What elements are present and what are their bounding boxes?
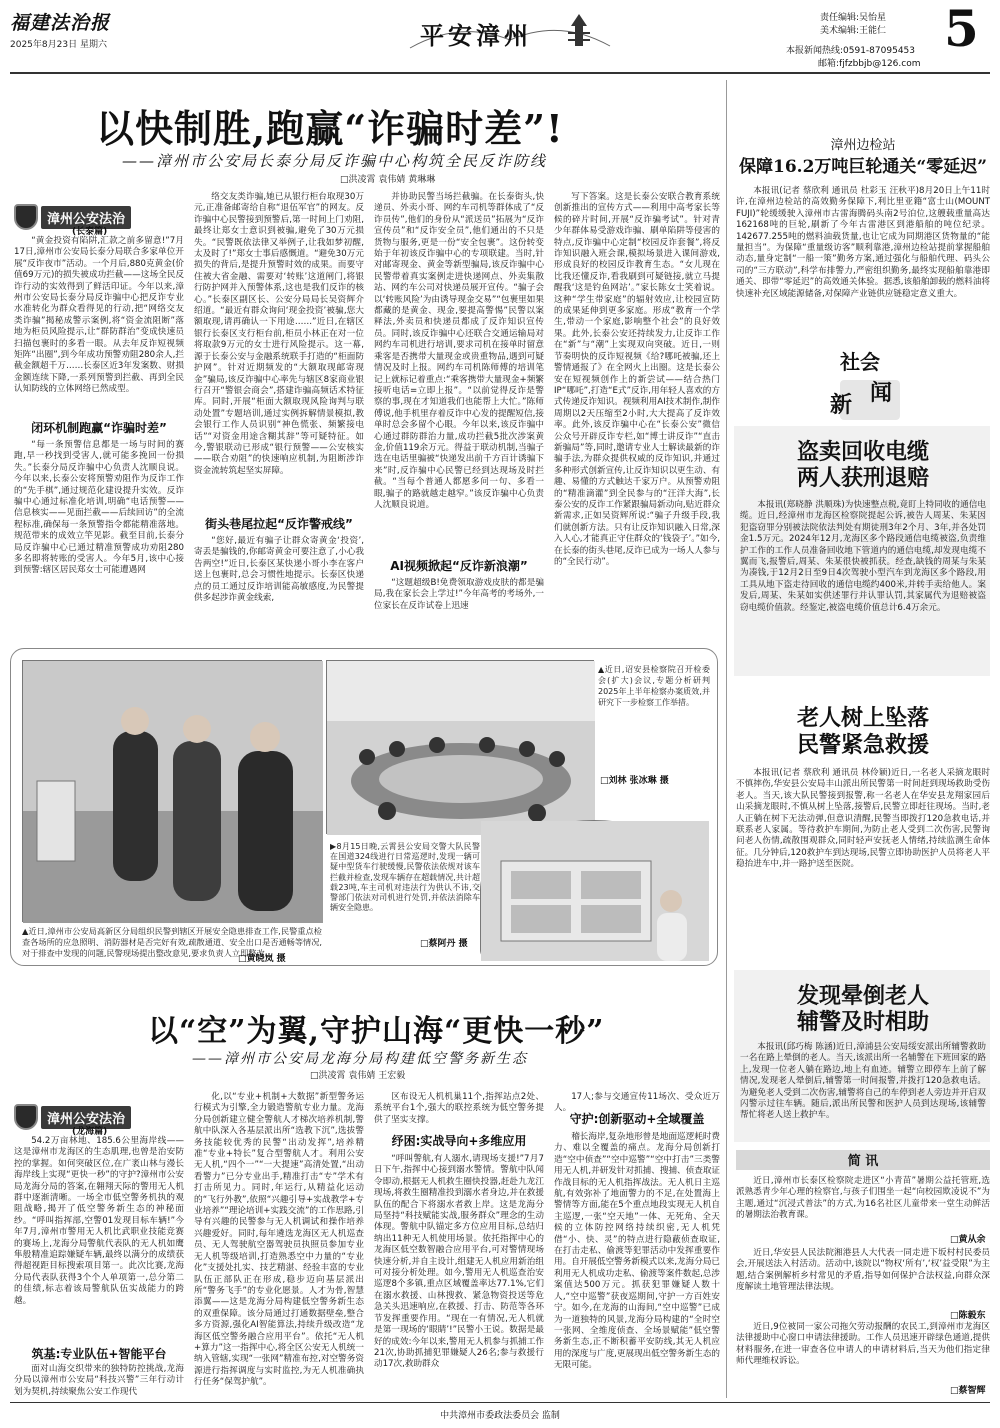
column-divider bbox=[726, 80, 727, 1398]
brief-item-1: 近日,漳州市长泰区检察院走进区“小青苗”暑期公益托管班,选派熟悉青少年心理的检察官,与孩子们围坐一起“向校园欺凌说不”为主题,通过“沉浸式普法”的方式,为16名社区儿童带来一堂生动鲜活的暑期法治教育课。 bbox=[736, 1176, 990, 1221]
article1-subhead-2: 街头巷尾拉起“反诈警戒线” bbox=[205, 517, 353, 531]
brief-item-2-author: □陈毅东 bbox=[950, 1311, 986, 1321]
article1-column-1: “黄金投资有陷阱,汇款之前多留意!”7月17日,漳州市公安局长泰分局联合多家单位开展“反诈夜市”活动。一个月后,880克黄金(价值69万元)的损失被成功拦截——这场全民反诈行动的实效得到了鲜活印证。今年以来,漳州市公安局长泰分局反诈骗中心把反诈专业水准转化为群众看得见的行动,把“网络交友类诈骗”揭秘成警示案例,将“资金流阻断”落地为柜员风险提示,让“群防群治”变成快速员扫描包裹时的多看一眼。从去年反诈短视频矩阵“出圈”,到今年成功预警劝阻280余人,拦截金额超千万……长泰区近3年发案数、财损金额连续下降,一系列预警到拦截、再到全民认知防线的立体网络已然成型。 bbox=[14, 236, 184, 395]
art-editor-credit: 美术编辑:王能仁 bbox=[820, 26, 887, 36]
article2-subhead-3: 守护:创新驱动+全域覆盖 bbox=[569, 1112, 705, 1126]
side2-body: 本报讯(郑晓静 洪顺珠)为快速整点税,竟盯上特同收的通信电缆。近日,经漳州市龙海区检察院提起公诉,被告人周某、朱某因犯盗窃罪分别被法院依法判处有期徒刑3年2个月、3年,并各处罚金1.5万元。2024年12月,龙海区多个路段通信电缆被盗,负责维护工作的工作人员准备回收地下管道内的通信电缆,却发现电缆不翼而飞,报警后,周某、朱某很快被抓获。经查,缺钱的周某与朱某为凑钱,于12月2日至9日4次驾驶小型汽车到龙海区多个路段,用工具从地下盗走待回收的通信电缆约400米,并转手卖给他人。案发后,周某、朱某如实供述罪行并认罪认罚,其家属代为退赔被盗窃电缆价值款。经鉴定,被盗电缆价值总计6.4万余元。 bbox=[740, 500, 986, 613]
article1-subhead-1: 闭环机制跑赢“诈骗时差” bbox=[31, 421, 167, 435]
photo-inspection-illustration bbox=[23, 661, 323, 923]
footer-rule bbox=[10, 1402, 990, 1403]
brief-header bbox=[736, 1150, 990, 1170]
article1-column-4: 写下答案。这是长泰公安联合教育系统创新推出的宣传方式——利用中高考家长等候的碎片时间,开展“反诈骗考试”。针对青少年群体易受游戏诈骗、刷单陷阱等侵害的特点,反诈骗中心定制“校园反诈套餐”,将反诈知识融入班会课,模拟场景进入课间游戏,形成良好的校园反诈教育生态。“女儿现在比我还懂反诈,看我刷到可疑链接,就立马提醒我‘这是钓鱼网站’。”家长陈女士笑着说。这种“学生带家庭”的辐射效应,让校园宣防的成果延伸到更多家庭。形成“教育一个学生,带动一个家庭,影响整个社会”的良好效果。此外,长泰公安还持续发力,让反诈工作在“新”与“潮”上实现双向突破。近日,一则节奏明快的反诈短视频《给?哪吒被骗,还上警情通报了》在全网火上出圈。这是长泰公安在短视频创作上的新尝试——结合热门IP“哪吒”,打造“E式”反诈,用年轻人喜欢的方式传递反诈知识。视频利用AI技术制作,制作周期以2天压缩至2小时,大大提高了反诈效率。此外,该反诈骗中心在“长泰公安”微信公众号开辟反诈专栏,如“博士讲反诈”“直击新骗局”等,同时,邀请专业人士解读最新的诈骗手法,为群众提供权威的反诈知识,并通过多种形式创新宣传,让反诈知识以更生动、有趣、易懂的方式触达千家万户。从预警劝阻的“精准滴灌”到全民参与的“汪洋大海”,长泰公安的反诈工作紧跟骗局新动向,贴近群众新需求,正如吴资辉所说:“骗子升级手段,我们就创新方法。只有让反诈知识融入日常,深入人心,才能真正守住群众的‘钱袋子’。”如今,在长泰的街头巷尾,反诈已成为一场人人参与的“全民行动”。 bbox=[554, 192, 721, 567]
side4-title-1: 发现晕倒老人 bbox=[796, 983, 929, 1009]
badge-sub: (长泰篇) bbox=[72, 227, 108, 237]
side3-title-1: 老人树上坠落 bbox=[796, 705, 929, 731]
section-title: 平安漳州 bbox=[420, 21, 532, 50]
photo-truck-illustration bbox=[481, 821, 709, 961]
article2-subtitle: ——漳州市公安局龙海分局构建低空警务新生态 bbox=[192, 1051, 528, 1067]
photo-inspection-credit: □黄晓岚 摄 bbox=[238, 954, 286, 964]
article2-title: 以“空”为翼,守护山海“更快一秒” bbox=[148, 1014, 605, 1049]
article1-column-2: 络交友类诈骗,她已从银行柜台取现30万元,正准备邮寄给自称“退伍军官”的网友。反诈骗中心民警接到预警后,第一时间上门劝阻,最终让郑女士意识到被骗,避免了30万元损失。“民警既依法律又举例子,让我如梦初醒,太及时了!”郑女士事后感慨道。“避免30万元损失的背后,是提升预警时效的成果。而要守住被大省金融、需要对‘转账’这道闸门,将银行防护网并入预警体系,这也是我们反诈的核心。”长泰区副区长、公安分局局长吴资辉介绍道。“最近有群众询问‘现金投资’被骗,您大额取现,请再确认一下用途……”近日,在辖区银行长泰区支行柜台前,柜员小林正在对一位将取款9万元的女士进行风险提示。这一幕,源于长泰公安与金融系统联手打造的“柜面防护网”。针对近期频发的“大额取现邮寄现金”骗局,该反诈骗中心率先与辖区8家商业银行召开“警银会商会”,搭建诈骗高频话术特征库。同时,开展“柜面大额取现风险询判与联动处置”专题培训,通过实例拆解情景模拟,教会银行工作人员识别“神色慌张、频繁接电话”“对资金用途含糊其辞”等可疑特征。如今,警银联动已形成“银行预警——公安核实——联合劝阻”的快速响应机制,为阻断涉诈资金流转筑起坚实屏障。 bbox=[194, 192, 364, 476]
issue-date: 2025年8月23日 星期六 bbox=[10, 40, 107, 50]
social-news-tag bbox=[800, 346, 940, 426]
photo-inspection bbox=[22, 660, 322, 922]
photo-meeting bbox=[326, 660, 594, 834]
article2-column-3b: “呼叫警航,有人溺水,请现场支援!”7月7日下午,指挥中心接到溺水警情。警航中队闻令即动,根据无人机救生圈快投器,赶赴九龙江现场,将救生圈精准投到溺水者身边,并在救援队伍的配合下将溺水者救上岸。这是龙海分局坚持“科技赋能实战,服务群众”理念的生动体现。警航中队锚定多方位应用目标,总结归纳出11种无人机使用场景。依托指挥中心的龙海区低空数智融合应用平台,可对警情现场快速分析,并自主设计,组建无人机应用新治组可对接分析处理。如今,警用无人机巡查治安巡逻8个多镇,重点区域覆盖率达77.1%,它们在溺水救援、山林搜救、紧急物资投送等危急关头迅速响应,在救援、打击、防范等各环节发挥重要作用。“现在一有情况,无人机就是第一现场的‘眼睛’!”民警小王说。数据是最好的成效:今年以来,警用无人机参与抓捕工作21次,协助抓捕犯罪嫌疑人26名;参与救援行动17次,救助群众 bbox=[374, 1154, 544, 1370]
photo-truck bbox=[480, 820, 708, 960]
badge-label: 漳州公安法治 bbox=[41, 1106, 131, 1129]
police-shield-icon bbox=[14, 1104, 38, 1130]
side3-title-2: 民警紧急救援 bbox=[796, 732, 929, 758]
masthead-rule bbox=[10, 72, 990, 74]
article1-subtitle: ——漳州市公安局长泰分局反诈骗中心构筑全民反诈防线 bbox=[122, 152, 548, 170]
email: 邮箱:fjfzbbjb@126.com bbox=[818, 59, 921, 69]
social-tag-line2b: 闻 bbox=[870, 380, 893, 406]
article2-column-2: 化,以“专业+机制+大数据”新型警务运行模式为引擎,全力锻造警航专业力量。龙海分局创新建立健全警航人才梯次培养机制,警航中队深入各基层派出所“选教下沉”,选拔警务技能较优秀的民警“出动发挥”,培养精准“专业+特长”复合型警航人才。利用公安无人机,“四个一”“一大提速”高清处置,“出动看警力”已分专业出手,精准打击“专”学术有打击所见力。同时,年运行,从精益化运动的“飞行外教”,依照“兴趣引导+实战教学+专业培养”“理论培训+实践交流”的工作思路,引导有兴趣的民警参与无人机调试和操作培养兴趣爱好。同时,每年遴选龙海区无人机巡查员、无人驾驶航空器驾驶员执照员参加专业无人机等级培训,打造熟悉空中力量的“专业化”支援处扎实、技艺精湛、经验丰富的专业队伍正部队正在形成,稳步迈向基层派出所“警务飞手”的专业化愿景。人才为骨,智慧添翼——这是龙海分局构建低空警务新生态的双重保障。该分局通过打通数据壁垒,整合多方资源,强化AI智能算法,持续升级改造“龙海区低空警务融合应用平台”。依托“无人机+算力”这一指挥中心,将全区公安无人机统一纳入管辖,实现“一张网”精准布控,对空警务资源进行指挥调度与实时监控,为无人机准确执行任务“保驾护航”。 bbox=[194, 1092, 364, 1388]
article1-column-3: 并协助民警当场拦截骗。在长泰街头,快递员、外卖小哥、网约车司机等群体成了“反诈员传”,他们的身份从“派送员”拓展为“反诈宣传员”和“反诈安全员”,他们通出的不只是货物与服务,更是一份“安全包裹”。这份转变始于年初该反诈骗中心的专项联建。当时,针对邮寄现金、黄金等新型骗局,该反诈骗中心民警带着真实案例走进快递网点、外卖集散站、网约车公司对快递员展开宣传。“骗子会以‘转账风险’为由诱导现金交易”“包裹里如果都藏的是黄金、现金,要提高警惕”民警以案释法,外卖员和快递员都成了反诈知识宣传员。同时,该反诈骗中心还联合交通运输局对网约车司机进行培训,要求司机在接单时留意乘客是否携带大量现金或贵重物品,遇到可疑情况及时上报。网约车司机陈师傅的培训笔记上就标记着重点:“乘客携带大量现金+频繁接听电话=立即上报”。“以前觉得反诈是警察的事,现在才知道我们也能帮上大忙。”陈师傅说,他手机里存着反诈中心发的提醒短信,接单时总会多留个心眼。今年以来,该反诈骗中心通过群防群治力量,成功拦截5批次涉案黄金,价值119余万元。得益于联动机制,当骗子选在电话里骗被“快递发出前千方百计诱骗下来”时,反诈骗中心民警已经到达现场及时拦截。“当每个普通人都愿多问一句、多看一眼,骗子的路就越走越窄。”该反诈骗中心负责人沈顺良说道。 bbox=[374, 192, 544, 510]
side4-body: 本报讯(邱巧梅 陈涵)近日,漳浦县公安局绥安派出所辅警救助一名在路上晕倒的老人。当天,该派出所一名辅警在下班回家的路上,发现一位老人躺在路边,地上有血迹。辅警立即停车上前了解情况,发现老人晕倒后,辅警第一时间报警,并拨打120急救电话。为避免老人受到二次伤害,辅警将自己的车停到老人旁边并开启双闪警示过往车辆。随后,派出所民警和医护人员到达现场,该辅警帮忙将老人送上救护车。 bbox=[740, 1042, 986, 1121]
article2-column-1: 54.2万亩林地、185.6公里海岸线——这是漳州市龙海区的生态肌理,也曾是治安防控的掌握。如何突破区位,在广袤山林与漫长海岸线上实现“更快一秒”的守护?漳州市公安局龙海分局的答案,在翱翔天际的警用无人机群中逐渐清晰。一场全市低空警务机执的观阻战略,揭开了低空警务新生态的神秘面纱。“呼叫指挥部,空警01发现目标车辆!”今年7月,漳州市警用无人机比武职业技能竞赛的赛场上,龙海分局警航代表队的无人机如鹰隼般精准追踪嫌疑车辆,最终以满分的成绩获得超视距目标搜索项目第一。此次比赛,龙海分局代表队获得3个个人单项第一,总分第二的佳绩,标志着该局警航队伍实战能力的跨越。 bbox=[14, 1136, 184, 1306]
paper-logo: 福建法治报 bbox=[10, 12, 111, 34]
article1-subhead-3: AI视频掀起“反诈新浪潮” bbox=[390, 559, 528, 573]
side4-title-2: 辅警及时相助 bbox=[796, 1009, 929, 1035]
article2-column-1b: 面对山海交织带来的独特防控挑战,龙海分局以漳州市公安局“科技兴警”三年行动计划为契机,持续聚焦公安工作现代 bbox=[14, 1364, 184, 1397]
article2-badge bbox=[14, 1104, 131, 1137]
photo-inspection-caption: ▲近日,漳州市公安局高新区分局组织民警到辖区开展安全隐患排查工作,民警重点检查各场所的应急照明、消防器材是否完好有效,疏散通道、安全出口是否通畅等情况,对于排查中发现的问题,民警现场提出整改意见,要求负责人立即整改。 bbox=[22, 926, 322, 958]
article2-column-4: 17人;参与交通宣传11场次、受众近万人。 bbox=[554, 1092, 720, 1114]
photo-meeting-illustration bbox=[327, 661, 595, 835]
photo-meeting-caption: ▲近日,诏安县检察院召开检委会(扩大)会议,专题分析研判2025年上半年检察办案质效,并研究下一步检察工作举措。 bbox=[598, 665, 710, 707]
photo-truck-caption: ▶8月15日晚,云霄县公安局交警大队民警在国道324线进行日常巡逻时,发现一辆可疑中型货车行驶缓慢,民警依法依规对该车拦截并检查,发现车辆存在超载情况,共计超载23吨,车主司机对违法行为供认不讳,交警部门依法对司机进行处罚,并依法消除车辆安全隐患。 bbox=[330, 842, 480, 913]
article1-byline: □洪凌霄 袁伟婧 黄琳琳 bbox=[340, 175, 436, 185]
photo-meeting-credit: □刘林 张冰琳 摄 bbox=[600, 776, 669, 786]
photo-truck-credit: □蔡阿丹 摄 bbox=[420, 939, 468, 949]
article1-column-1b: “每一条预警信息都是一场与时间的赛跑,早一秒找到受害人,就可能多挽回一份损失。”长泰分局反诈骗中心负责人沈顺良说。今年以来,长泰公安将预警劝阻作为反诈工作的“先手棋”,通过规范化建设提升实效。反诈骗中心通过标准化培训,明确“电话预警——信息核实——见面拦截——后续回访”的全流程标准,确保每一条预警指令都能精准落地。规范带来的成效立竿见影。截至目前,长泰分局反诈骗中心已通过精准预警成功劝阻280多名即将转账的受害人。今年5月,该中心接到预警:辖区居民郑女士可能遭遇网 bbox=[14, 440, 184, 576]
article2-column-3: 区布设无人机机巢11个,指挥站点2处、系统平台1个,强大的联控系统为低空警务提供了坚实支撑。 bbox=[374, 1092, 544, 1125]
article2-subhead-2: 纾困:实战导向+多维应用 bbox=[391, 1134, 527, 1148]
section-banner bbox=[400, 10, 620, 52]
side1-body: 本报讯(记者 蔡欣利 通讯员 杜彩玉 汪秋平)8月20日上午11时许,在漳州边检站的高效勤务保障下,利比里亚籍“富士山(MOUNT FUJI)”轮缓缓驶入漳州市古雷海腾码头南2号泊位,这艘载重量高达162168吨的巨轮,刷新了今年古雷港区到港船舶的吨位纪录。142677.255吨的燃料油载货量,也让它成为同期港区货物量的“能量担当”。为保障“重量级访客”顺利靠港,漳州边检站提前掌握船舶动态,量身定制“一船一策”勤务方案,通过强化与船舶代理、码头公司的“三方联动”,科学布排警力,严密组织勤务,最终实现船舶靠港即通关、即带“零延迟”的高效通关体验。据悉,该船舶卸载的燃料油将快速补充区域能源储备,对保障产业链供应链稳定意义重大。 bbox=[736, 186, 990, 299]
side1-kicker: 漳州边检站 bbox=[830, 138, 896, 153]
brief-item-3: 近日,9位被同一家公司拖欠劳动报酬的农民工,到漳州市龙海区法律援助中心窗口申请法律援助。工作人员迅速开辟绿色通道,提供材料服务,在进一审查各位申请人的申请材料后,当天为他们指定律师代理维权诉讼。 bbox=[736, 1322, 990, 1367]
editor-credit: 责任编辑:吴怡星 bbox=[820, 13, 887, 23]
article1-badge bbox=[14, 204, 131, 237]
article1-title: 以快制胜,跑赢“诈骗时差”! bbox=[96, 106, 564, 151]
side3-body: 本报讯(记者 蔡欣利 通讯员 林伶颖)近日,一名老人采摘龙眼时不慎摔伤,华安县公安局丰山派出所民警第一时间赶到现场救助受伤老人。当天,该大队民警接到报警,称一名老人在华安县龙翔家园后山采摘龙眼时,不慎从树上坠落,接警后,民警立即赶往现场。当时,老人正躺在树下无法动弹,但意识清醒,民警当即拨打120急救电话,并联系老人家属。等待救护车期间,为防止老人受到二次伤害,民警询问老人伤情,疏散围观群众,同时轻声安抚老人情绪,持续监测生命体征。几分钟后,120救护车到达现场,民警立即协助医护人员将老人平稳抬进车中,并一路护送至医院。 bbox=[736, 768, 990, 870]
brief-item-3-author: □蔡智辉 bbox=[950, 1386, 986, 1396]
article2-byline: □洪凌霄 袁伟婧 王宏毅 bbox=[310, 1071, 406, 1081]
article2-column-4b: 稽长海岸,复杂地形曾是地面巡逻耗时费力、难以全覆盖的痛点。龙海分局创新打造“空中侦查”“空中巡警”“空中打击”三类警用无人机,并研发针对抓捕、搜捕、侦查取证作战目标的无人机指挥战法。无人机日主巡航,有效弥补了地面警力的不足,在处置海上警情等方面,能在5个重点地段实现无人机自主巡逻,一张“空天地”一体、无死角、全天候的立体防控网络持续织密,无人机凭借“小、快、灵”的特点进行隐蔽侦查取证,在打击走私、偷渡等犯罪活动中发挥重要作用。自开展低空警务新模式以来,龙海分局已利用无人机成功走私、偷渡等案件数起,总涉案值达500万元。抓获犯罪嫌疑人数十人,“空中巡警”获夜巡期间,守护一方百姓安宁。如今,在龙海的山海间,“空中巡警”已成为一道独特的风景,龙海分局构建的“全时空一张网、全维度侦查、全场景赋能”低空警务新生态,正不断积蓄平安防线,其无人机应用的深度与广度,更展现出低空警务新生态的无限可能。 bbox=[554, 1132, 721, 1371]
brief-item-1-author: □黄从余 bbox=[950, 1235, 986, 1245]
masthead bbox=[0, 0, 1000, 72]
brief-item-2: 近日,华安县人民法院湘港县人大代表一同走进下坂村村民委员会,开展送法入村活动。活动中,该院以“物权‘所有’,‘权’益受限”为主题,结合案例解析乡村常见的矛盾,指导如何保护合法权益,向群众深度解读土地管理法律法规。 bbox=[736, 1248, 990, 1293]
hotline: 本报新闻热线:0591-87095453 bbox=[786, 46, 915, 56]
side1-title: 保障16.2万吨巨轮通关“零延迟” bbox=[739, 157, 987, 177]
social-tag-line2a: 新 bbox=[830, 392, 853, 418]
article1-column-2b: “您好,最近有骗子让群众寄黄金‘投资’,寄丢是骗钱的,你邮寄黄金可要注意了,小心我告两空!”近日,长泰区某快递小哥小李在客户送上包裹时,总会习惯性地提示。长泰区快递点的员工通过反诈培训能高敏感度,为民警提供多起涉诈黄金线索, bbox=[194, 536, 364, 604]
side2-title-1: 盗卖回收电缆 bbox=[796, 439, 929, 465]
social-tag-line1: 社会 bbox=[840, 350, 880, 374]
footer-text: 中共漳州市委政法委员会 监制 bbox=[440, 1411, 560, 1421]
brief-header-label: 简 讯 bbox=[847, 1154, 879, 1169]
badge-label: 漳州公安法治 bbox=[41, 206, 131, 229]
article1-column-3b: “这题超级B!免费领取游戏皮肤的都是骗局,我在家长会上学过!”今年高考的考场外,一位家长在反诈试卷上迅速 bbox=[374, 578, 544, 611]
page-number: 5 bbox=[944, 0, 979, 58]
police-shield-icon bbox=[14, 204, 38, 230]
article2-subhead-1: 筑基:专业队伍+智能平台 bbox=[31, 1347, 167, 1361]
side2-title-2: 两人获刑退赔 bbox=[796, 465, 929, 491]
badge-sub: (龙海篇) bbox=[72, 1127, 108, 1137]
